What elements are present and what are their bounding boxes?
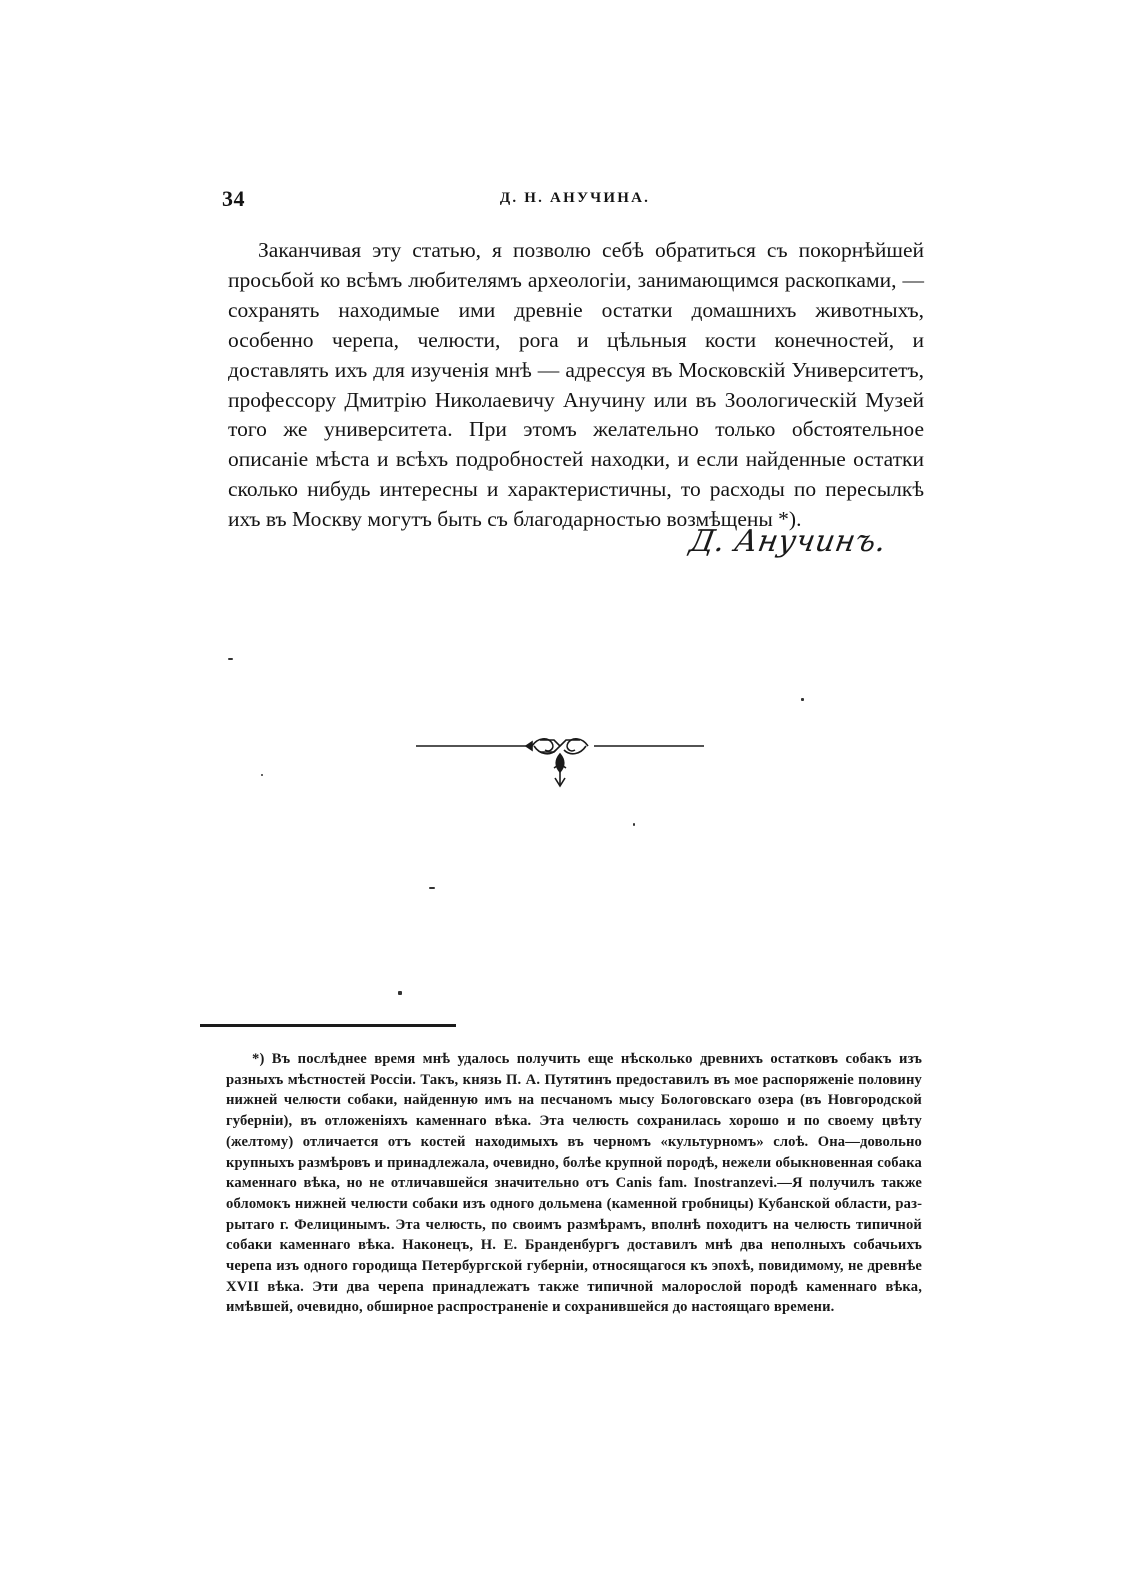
page-header bbox=[222, 186, 928, 216]
body-paragraph: Заканчивая эту статью, я позволю себѣ обратиться съ покорнѣйшей просьбой ко всѣмъ любителямъ археологіи, занимающимся раскопками, — сохранять находимые ими древніе остатки домашнихъ животныхъ, особенно черепа, челюсти, рога и цѣльныя кости конечностей, и доставлять ихъ для изученія мнѣ — адрессуя въ Московскій Университетъ, профессору Дмитрію Николаевичу Анучину или въ Зоологическій Музей того же университета. При этомъ желательно только обстоятельное описаніе мѣста и всѣхъ подробностей находки, и если найденные остатки сколько нибудь интересны и характеристичны, то расходы по пересылкѣ ихъ въ Москву могутъ быть съ благодарностью возмѣщены *). bbox=[228, 238, 924, 532]
footnote bbox=[226, 1049, 922, 1318]
running-head: Д. Н. АНУЧИНА. bbox=[499, 190, 651, 206]
print-speck bbox=[801, 698, 804, 701]
print-speck bbox=[429, 887, 435, 889]
print-speck bbox=[261, 774, 263, 776]
print-speck bbox=[633, 823, 635, 826]
fleuron-divider-icon bbox=[414, 726, 706, 794]
author-signature: Д. Анучинъ. bbox=[686, 524, 890, 559]
footnote-text: *) Въ послѣднее время мнѣ удалось получить еще нѣсколько древнихъ остатковъ собакъ изъ разныхъ мѣстностей Россіи. Такъ, князь П. А. Путятинъ предоставилъ въ мое распоряженіе половину нижней челюсти собаки, найденную имъ на песчаномъ мысу Бологовскаго озера (въ Новгородской губерніи), въ отложеніяхъ каменнаго вѣка. Эта челюсть сохранилась хорошо и по своему цвѣту (желтому) отличается отъ костей находимыхъ въ черномъ «культурномъ» слоѣ. Она—довольно крупныхъ размѣровъ и принадлежала, очевидно, болѣе крупной породѣ, нежели обыкновенная собака каменнаго вѣка, но не отличавшейся значительно отъ Canis fam. Inostranzevi.—Я получилъ также обломокъ нижней челюсти собаки изъ одного дольмена (каменной гробницы) Кубанской области, разрытаго г. Фелицинымъ. Эта челюсть, по своимъ размѣрамъ, вполнѣ походитъ на челюсть типичной собаки каменнаго вѣка. Наконецъ, Н. Е. Бранденбургъ доставилъ мнѣ два неполныхъ собачьихъ черепа изъ одного городища Петербургской губерніи, относящагося къ эпохѣ, повидимому, не древнѣе XVII вѣка. Эти два черепа принадлежатъ также типичной малорослой породѣ каменнаго вѣка, имѣвшей, очевидно, обширное распространеніе и сохранившейся до настоящаго времени. bbox=[226, 1051, 922, 1316]
body-text bbox=[228, 236, 924, 535]
print-speck bbox=[398, 991, 402, 995]
footnote-rule bbox=[200, 1024, 456, 1027]
print-speck bbox=[228, 658, 233, 660]
page-number: 34 bbox=[222, 186, 245, 211]
